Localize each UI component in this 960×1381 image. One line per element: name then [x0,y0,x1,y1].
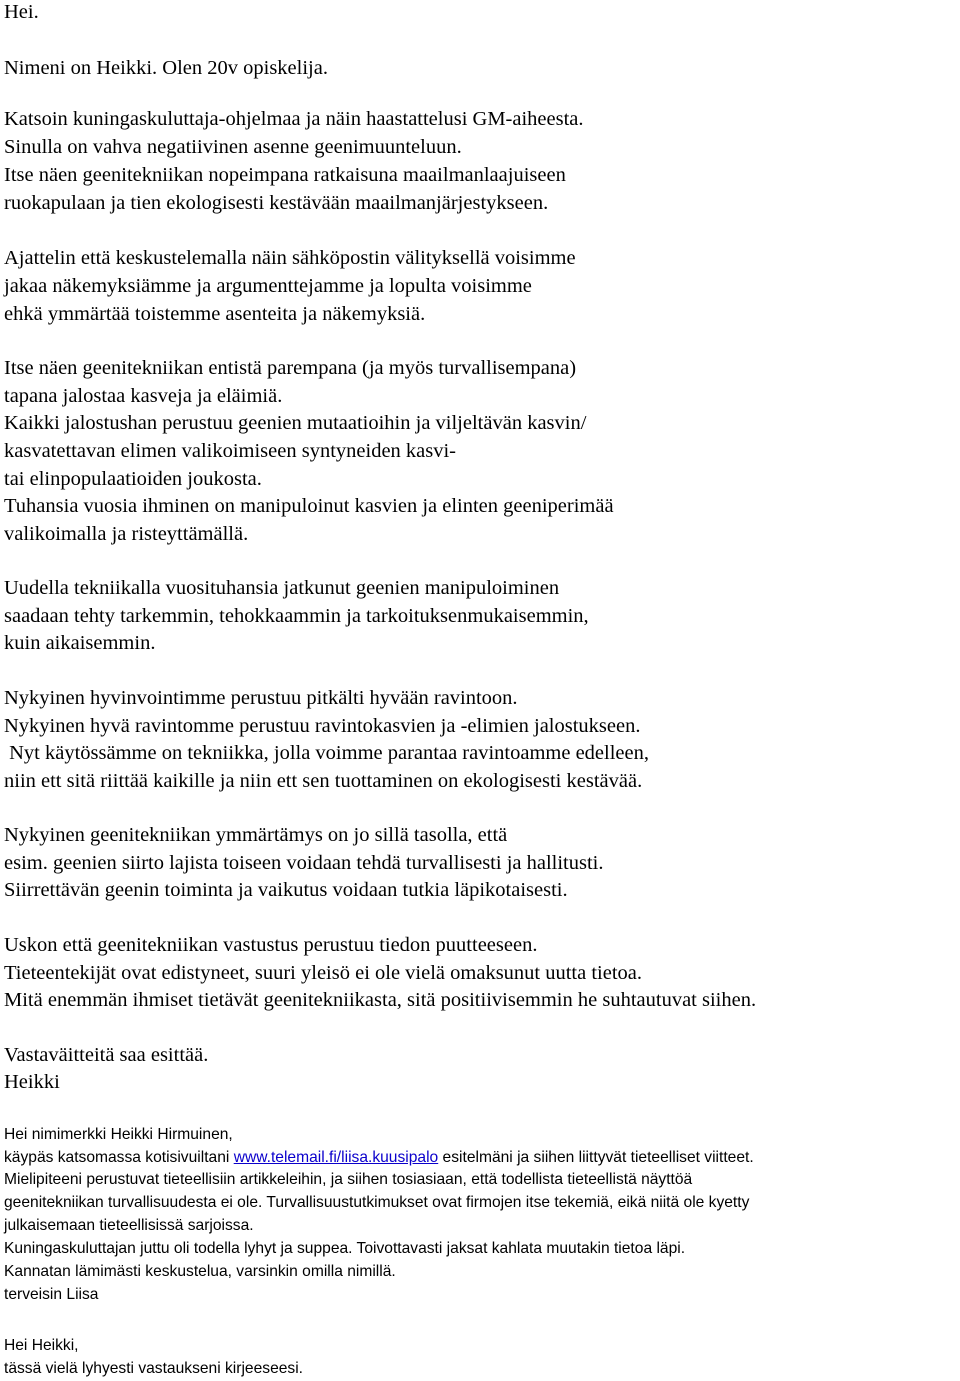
letter-line: Nyt käytössämme on tekniikka, jolla voimme parantaa ravintoamme edelleen, [4,742,649,764]
letter-line: Siirrettävän geenin toiminta ja vaikutus voidaan tutkia läpikotaisesti. [4,879,568,901]
letter-line: Ajattelin että keskustelemalla näin sähköpostin välityksellä voisimme [4,247,576,269]
letter-line: Nykyinen geenitekniikan ymmärtämys on jo sillä tasolla, että [4,824,508,846]
letter-line: kuin aikaisemmin. [4,632,156,654]
letter-line: Itse näen geenitekniikan nopeimpana ratkaisuna maailmanlaajuiseen [4,164,566,186]
reply-line: Kuningaskuluttajan juttu oli todella lyhyt ja suppea. Toivottavasti jaksat kahlata muutakin tietoa läpi. [4,1240,686,1257]
letter-line: Mitä enemmän ihmiset tietävät geenitekniikasta, sitä positiivisemmin he suhtautuvat siihen. [4,989,757,1011]
reply2-greeting: Hei Heikki, [4,1337,79,1354]
reply-line: julkaisemaan tieteellisissä sarjoissa. [4,1217,254,1234]
letter-line: ehkä ymmärtää toistemme asenteita ja näkemyksiä. [4,303,426,325]
letter-line: valikoimalla ja risteyttämällä. [4,523,249,545]
letter-line: esim. geenien siirto lajista toiseen voidaan tehdä turvallisesti ja hallitusti. [4,852,604,874]
letter-intro: Nimeni on Heikki. Olen 20v opiskelija. [4,57,328,79]
letter-line: Tieteentekijät ovat edistyneet, suuri yleisö ei ole vielä omaksunut uutta tietoa. [4,962,643,984]
reply-signature: terveisin Liisa [4,1286,99,1303]
letter-line: Katsoin kuningaskuluttaja-ohjelmaa ja näin haastattelusi GM-aiheesta. [4,108,584,130]
letter-line: tai elinpopulaatioiden joukosta. [4,468,262,490]
reply-greeting: Hei nimimerkki Heikki Hirmuinen, [4,1126,233,1143]
letter-line: saadaan tehty tarkemmin, tehokkaammin ja tarkoituksenmukaisemmin, [4,605,589,627]
letter-line: Uudella tekniikalla vuosituhansia jatkunut geenien manipuloiminen [4,577,560,599]
letter-line: Itse näen geenitekniikan entistä parempana (ja myös turvallisempana) [4,357,577,379]
reply-line: geenitekniikan turvallisuudesta ei ole. Turvallisuustutkimukset ovat firmojen itse tekemiä, eikä niitä ole kyetty [4,1194,750,1211]
letter-signature: Heikki [4,1071,60,1093]
reply2-line: tässä vielä lyhyesti vastaukseni kirjeeseesi. [4,1360,304,1377]
letter-greeting: Hei. [4,1,39,23]
letter-line: Kaikki jalostushan perustuu geenien mutaatioihin ja viljeltävän kasvin/ [4,412,587,434]
reply-line-with-link [4,1150,754,1166]
letter-line: tapana jalostaa kasveja ja eläimiä. [4,385,283,407]
reply-line: Mielipiteeni perustuvat tieteellisiin artikkeleihin, ja siihen tosiasiaan, että todellista tieteellistä näyttöä [4,1171,693,1188]
reply-line-prefix: käypäs katsomassa kotisivuiltani [4,1149,234,1166]
letter-line: Uskon että geenitekniikan vastustus perustuu tiedon puutteeseen. [4,934,538,956]
letter-closing: Vastaväitteitä saa esittää. [4,1044,209,1066]
letter-line: kasvatettavan elimen valikoimiseen syntyneiden kasvi- [4,440,457,462]
letter-line: Nykyinen hyvinvointimme perustuu pitkälti hyvään ravintoon. [4,687,518,709]
letter-line: Tuhansia vuosia ihminen on manipuloinut kasvien ja elinten geeniperimää [4,495,614,517]
homepage-link[interactable]: www.telemail.fi/liisa.kuusipalo [233,1149,439,1166]
letter-line: niin ett sitä riittää kaikille ja niin ett sen tuottaminen on ekologisesti kestävää. [4,770,643,792]
letter-line: Sinulla on vahva negatiivinen asenne geenimuunteluun. [4,136,462,158]
letter-line: Nykyinen hyvä ravintomme perustuu ravintokasvien ja -elimien jalostukseen. [4,715,641,737]
letter-line: ruokapulaan ja tien ekologisesti kestävään maailmanjärjestykseen. [4,192,549,214]
reply-line-suffix: esitelmäni ja siihen liittyvät tieteelliset viitteet. [438,1149,754,1166]
reply-line: Kannatan lämimästi keskustelua, varsinkin omilla nimillä. [4,1263,396,1280]
letter-line: jakaa näkemyksiämme ja argumenttejamme ja lopulta voisimme [4,275,532,297]
